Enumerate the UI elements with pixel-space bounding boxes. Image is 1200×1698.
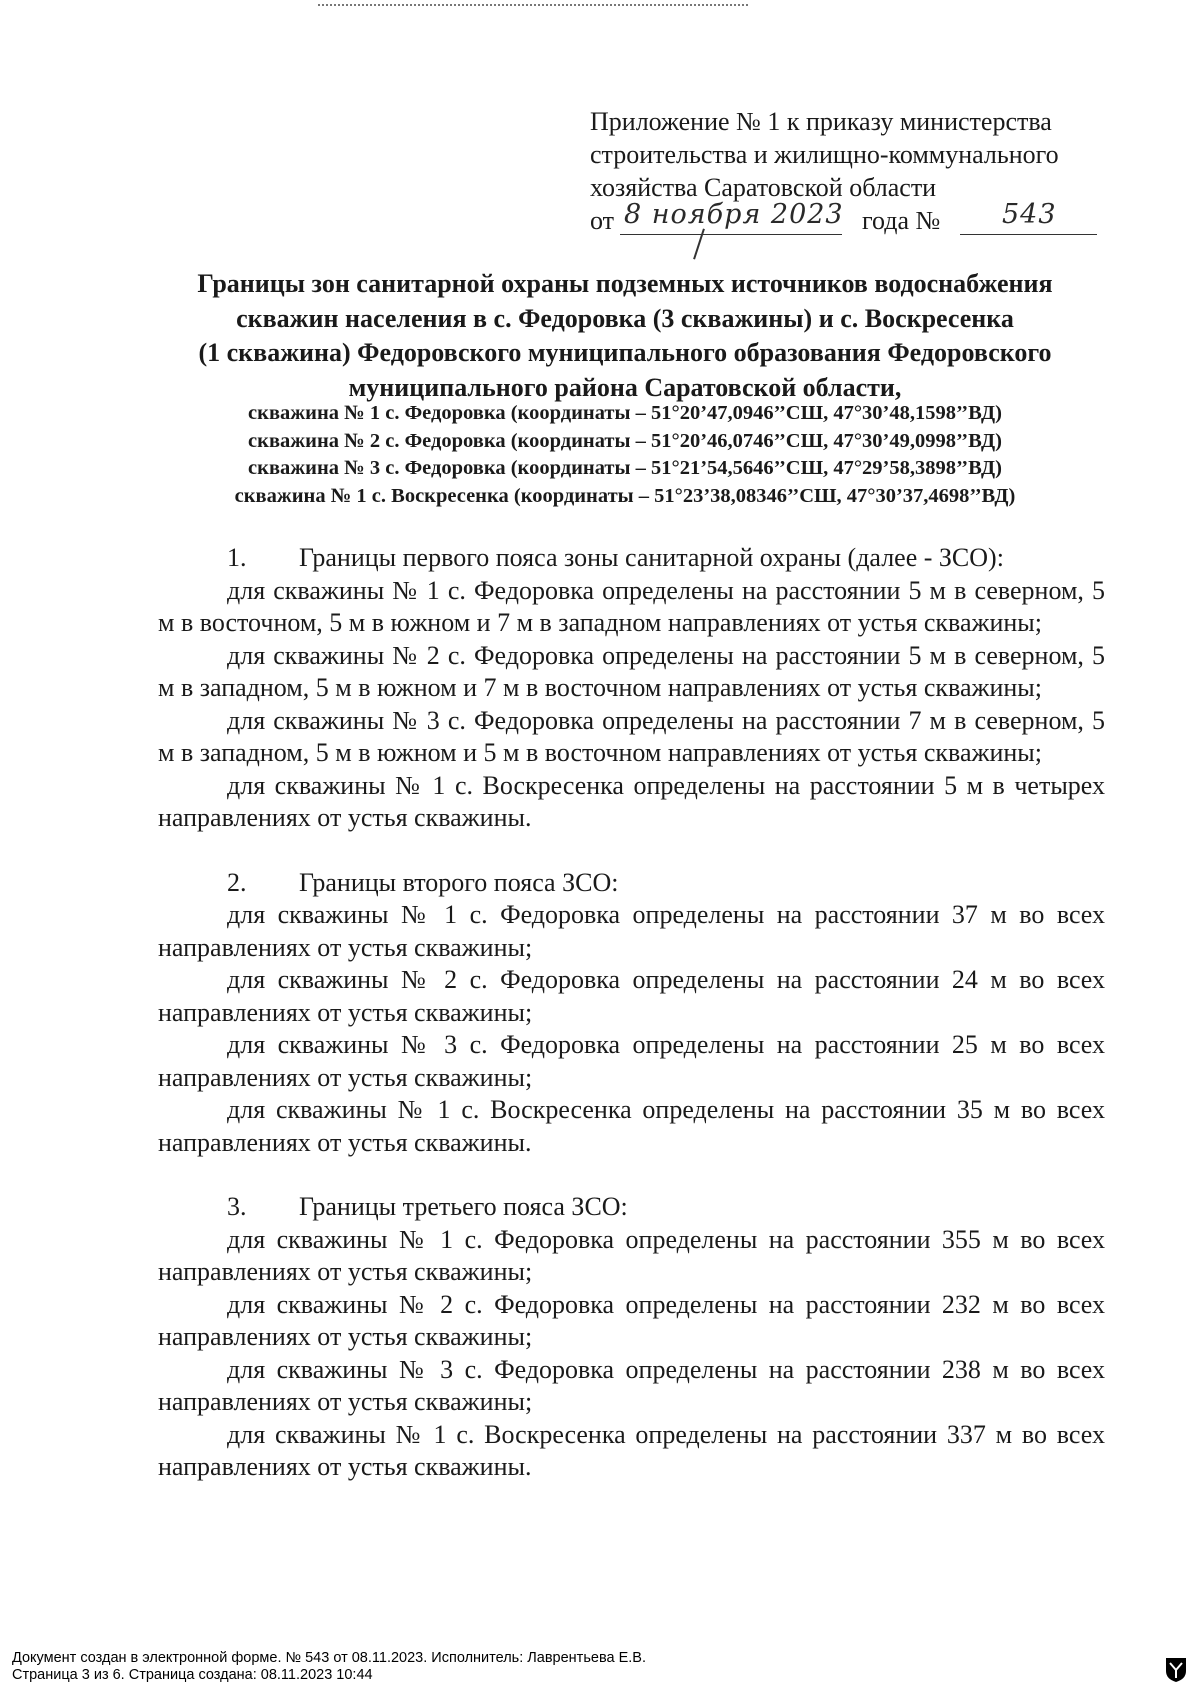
- date-underline: [620, 234, 842, 235]
- paragraph: для скважины № 1 с. Федоровка определены на расстоянии 355 м во всех направлениях от устья скважины;: [158, 1224, 1105, 1286]
- section-heading: [158, 542, 1105, 575]
- handwritten-date: 8 ноября 2023: [624, 199, 844, 230]
- from-label: от: [590, 206, 615, 235]
- footer-line: Страница 3 из 6. Страница создана: 08.11.2023 10:44: [12, 1667, 373, 1683]
- section-number: 2.: [227, 867, 247, 897]
- section-heading: [158, 867, 1105, 900]
- paragraph: для скважины № 1 с. Воскресенка определены на расстоянии 5 м в четырех направлениях от устья скважины.: [158, 770, 1105, 832]
- scan-artifact: [318, 0, 748, 6]
- document-footer: [12, 1650, 646, 1684]
- appendix-line: Приложение № 1 к приказу министерства: [590, 107, 1052, 136]
- order-date-line: [590, 199, 1150, 244]
- document-title: [150, 267, 1100, 405]
- document-body: [158, 542, 1105, 1516]
- paragraph: для скважины № 3 с. Федоровка определены на расстоянии 7 м в северном, 5 м в западном, 5 м в южном и 5 м в восточном направлениях от устья скважины;: [158, 705, 1105, 767]
- section-heading: [158, 1191, 1105, 1224]
- appendix-header: [590, 105, 1150, 244]
- paragraph: для скважины № 1 с. Федоровка определены на расстоянии 5 м в северном, 5 м в восточном, 5 м в южном и 7 м в западном направлениях от устья скважины;: [158, 575, 1105, 637]
- section-heading-text: Границы третьего пояса ЗСО:: [299, 1192, 628, 1221]
- paragraph: для скважины № 2 с. Федоровка определены на расстоянии 232 м во всех направлениях от устья скважины;: [158, 1289, 1105, 1351]
- section-second-belt: [158, 867, 1105, 1160]
- coat-of-arms-icon: [1165, 1657, 1187, 1683]
- well-coordinate-line: скважина № 2 с. Федоровка (координаты – 51°20’46,0746’’СШ, 47°30’49,0998’’ВД): [248, 429, 1002, 452]
- section-number: 1.: [227, 543, 247, 572]
- appendix-line: строительства и жилищно-коммунального: [590, 140, 1059, 169]
- paragraph: для скважины № 3 с. Федоровка определены на расстоянии 238 м во всех направлениях от устья скважины;: [158, 1354, 1105, 1416]
- well-coordinate-line: скважина № 3 с. Федоровка (координаты – 51°21’54,5646’’СШ, 47°29’58,3898’’ВД): [248, 457, 1002, 479]
- well-coordinate-line: скважина № 1 с. Федоровка (координаты – 51°20’47,0946’’СШ, 47°30’48,1598’’ВД): [248, 402, 1002, 424]
- appendix-line: хозяйства Саратовской области: [590, 173, 937, 202]
- well-coordinates: [150, 400, 1100, 510]
- section-heading-text: Границы первого пояса зоны санитарной охраны (далее - ЗСО):: [299, 543, 1004, 572]
- section-number: 3.: [227, 1192, 247, 1221]
- paragraph: для скважины № 1 с. Воскресенка определены на расстоянии 337 м во всех направлениях от устья скважины.: [158, 1419, 1105, 1481]
- handwritten-number: 543: [1002, 199, 1057, 230]
- section-first-belt: [158, 542, 1105, 835]
- title-line: Границы зон санитарной охраны подземных источников водоснабжения: [197, 269, 1053, 298]
- paragraph: для скважины № 3 с. Федоровка определены на расстоянии 25 м во всех направлениях от устья скважины;: [158, 1030, 1105, 1092]
- paragraph: для скважины № 2 с. Федоровка определены на расстоянии 5 м в северном, 5 м в западном, 5 м в южном и 7 м в восточном направлениях от устья скважины;: [158, 640, 1105, 702]
- title-line: муниципального района Саратовской области,: [348, 372, 902, 402]
- section-heading-text: Границы второго пояса ЗСО:: [299, 867, 619, 897]
- title-line: скважин населения в с. Федоровка (3 скважины) и с. Воскресенка: [236, 303, 1014, 333]
- well-coordinate-line: скважина № 1 с. Воскресенка (координаты – 51°23’38,08346’’СШ, 47°30’37,4698’’ВД): [234, 484, 1016, 507]
- paragraph: для скважины № 1 с. Федоровка определены на расстоянии 37 м во всех направлениях от устья скважины;: [158, 900, 1105, 962]
- paragraph: для скважины № 1 с. Воскресенка определены на расстоянии 35 м во всех направлениях от устья скважины.: [158, 1095, 1105, 1157]
- footer-line: Документ создан в электронной форме. № 543 от 08.11.2023. Исполнитель: Лаврентьева Е.В.: [12, 1650, 646, 1666]
- paragraph: для скважины № 2 с. Федоровка определены на расстоянии 24 м во всех направлениях от устья скважины;: [158, 965, 1105, 1027]
- number-underline: [960, 234, 1097, 235]
- title-line: (1 скважина) Федоровского муниципального образования Федоровского: [198, 338, 1052, 367]
- section-third-belt: [158, 1191, 1105, 1484]
- year-number-label: года №: [862, 206, 941, 235]
